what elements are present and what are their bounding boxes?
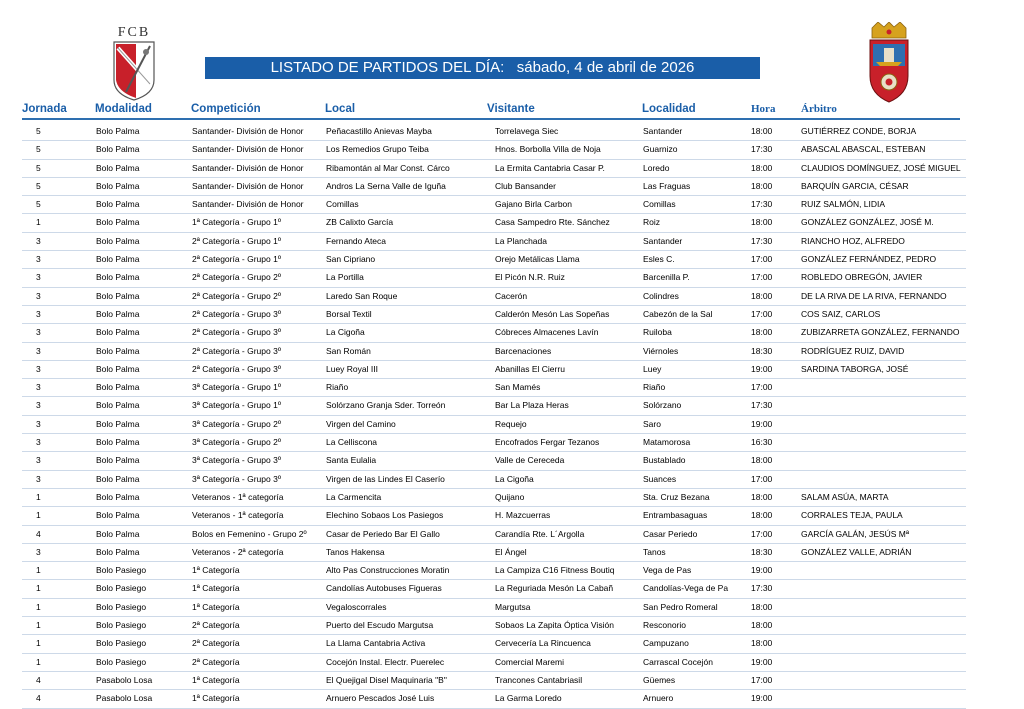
cell-visitante: Quijano bbox=[495, 491, 525, 502]
cell-modalidad: Bolo Palma bbox=[96, 528, 140, 539]
table-row bbox=[22, 324, 966, 342]
cell-competicion: Santander- División de Honor bbox=[192, 199, 304, 210]
cell-hora: 17:00 bbox=[751, 272, 773, 283]
cell-localidad: Tanos bbox=[643, 546, 666, 557]
cell-modalidad: Bolo Palma bbox=[96, 308, 140, 319]
cell-hora: 19:00 bbox=[751, 363, 773, 374]
cell-local: La Portilla bbox=[326, 272, 364, 283]
cell-jornada: 1 bbox=[36, 491, 41, 502]
table-row bbox=[22, 690, 966, 708]
cell-visitante: Gajano Birla Carbon bbox=[495, 199, 573, 210]
table-row bbox=[22, 654, 966, 672]
cell-localidad: Carrascal Cocejón bbox=[643, 656, 713, 667]
cell-hora: 17:00 bbox=[751, 528, 773, 539]
cell-hora: 17:00 bbox=[751, 382, 773, 393]
table-row bbox=[22, 361, 966, 379]
cell-competicion: 2ª Categoría bbox=[192, 620, 240, 631]
cell-arbitro: DE LA RIVA DE LA RIVA, FERNANDO bbox=[801, 290, 947, 301]
cell-competicion: 3ª Categoría - Grupo 3º bbox=[192, 473, 281, 484]
cell-arbitro: COS SAIZ, CARLOS bbox=[801, 308, 881, 319]
cell-competicion: 1ª Categoría bbox=[192, 693, 240, 704]
cell-local: Andros La Serna Valle de Iguña bbox=[326, 180, 446, 191]
cell-local: Comillas bbox=[326, 199, 359, 210]
fcb-logo-text: FCB bbox=[117, 25, 151, 40]
table-row bbox=[22, 562, 966, 580]
cell-modalidad: Bolo Palma bbox=[96, 290, 140, 301]
cell-local: San Cipriano bbox=[326, 254, 376, 265]
cell-jornada: 1 bbox=[36, 510, 41, 521]
col-header-local: Local bbox=[325, 103, 356, 115]
cell-local: Virgen del Camino bbox=[326, 418, 396, 429]
cell-hora: 17:00 bbox=[751, 674, 773, 685]
cell-jornada: 1 bbox=[36, 583, 41, 594]
cell-competicion: 2ª Categoría - Grupo 3º bbox=[192, 327, 281, 338]
cell-hora: 19:00 bbox=[751, 656, 773, 667]
table-row bbox=[22, 343, 966, 361]
cell-modalidad: Bolo Palma bbox=[96, 473, 140, 484]
cell-localidad: Güemes bbox=[643, 674, 676, 685]
table-row bbox=[22, 178, 966, 196]
cell-competicion: 1ª Categoría bbox=[192, 565, 240, 576]
table-row bbox=[22, 617, 966, 635]
cell-competicion: 1ª Categoría - Grupo 1º bbox=[192, 217, 281, 228]
table-row bbox=[22, 544, 966, 562]
cell-hora: 18:00 bbox=[751, 327, 773, 338]
table-row bbox=[22, 672, 966, 690]
cell-local: Alto Pas Construcciones Moratin bbox=[326, 565, 450, 576]
cell-modalidad: Bolo Palma bbox=[96, 382, 140, 393]
col-header-competicion: Competición bbox=[191, 103, 261, 115]
cell-arbitro: SARDINA TABORGA, JOSÉ bbox=[801, 363, 909, 374]
cell-modalidad: Bolo Palma bbox=[96, 400, 140, 411]
cell-competicion: 2ª Categoría - Grupo 1º bbox=[192, 235, 281, 246]
cell-competicion: 3ª Categoría - Grupo 1º bbox=[192, 400, 281, 411]
cell-localidad: Viérnoles bbox=[643, 345, 679, 356]
cell-jornada: 1 bbox=[36, 601, 41, 612]
cell-hora: 17:30 bbox=[751, 144, 773, 155]
cell-localidad: Loredo bbox=[643, 162, 670, 173]
cell-local: ZB Calixto García bbox=[326, 217, 394, 228]
cell-hora: 18:00 bbox=[751, 162, 773, 173]
cell-local: El Quejigal Disel Maquinaria "B" bbox=[326, 674, 447, 685]
cell-localidad: Santander bbox=[643, 126, 683, 136]
cell-hora: 19:00 bbox=[751, 418, 773, 429]
cell-modalidad: Bolo Palma bbox=[96, 437, 140, 448]
cell-local: La Llama Cantabria Activa bbox=[326, 638, 426, 649]
table-row bbox=[22, 160, 966, 178]
cell-local: Borsal Textil bbox=[326, 308, 372, 319]
cell-modalidad: Bolo Palma bbox=[96, 272, 140, 283]
cell-arbitro: RODRÍGUEZ RUIZ, DAVID bbox=[801, 345, 905, 356]
cell-competicion: Santander- División de Honor bbox=[192, 162, 304, 173]
cell-local: Ribamontán al Mar Const. Cárco bbox=[326, 162, 450, 173]
table-row bbox=[22, 452, 966, 470]
cell-modalidad: Bolo Pasiego bbox=[96, 565, 147, 576]
cell-localidad: Comillas bbox=[643, 199, 676, 210]
cell-local: Riaño bbox=[326, 382, 349, 393]
cell-localidad: Esles C. bbox=[643, 254, 675, 265]
cell-arbitro: GUTIÉRREZ CONDE, BORJA bbox=[801, 126, 917, 136]
cell-modalidad: Bolo Pasiego bbox=[96, 620, 147, 631]
cell-visitante: El Picón N.R. Ruiz bbox=[495, 272, 565, 283]
cell-visitante: San Mamés bbox=[495, 382, 541, 393]
cell-hora: 17:30 bbox=[751, 199, 773, 210]
col-header-visitante: Visitante bbox=[487, 103, 535, 115]
cell-modalidad: Bolo Palma bbox=[96, 144, 140, 155]
page-title: LISTADO DE PARTIDOS DEL DÍA: sábado, 4 de abril de 2026 bbox=[205, 57, 760, 79]
cell-visitante: Cóbreces Almacenes Lavín bbox=[495, 327, 599, 338]
cell-arbitro: CLAUDIOS DOMÍNGUEZ, JOSÉ MIGUEL bbox=[801, 162, 961, 173]
cell-jornada: 3 bbox=[36, 437, 41, 448]
cell-jornada: 3 bbox=[36, 308, 41, 319]
cell-jornada: 3 bbox=[36, 546, 41, 557]
cell-local: Santa Eulalia bbox=[326, 455, 377, 466]
cell-localidad: Campuzano bbox=[643, 638, 689, 649]
cell-localidad: Riaño bbox=[643, 382, 666, 393]
cell-localidad: Solórzano bbox=[643, 400, 682, 411]
cell-arbitro: ABASCAL ABASCAL, ESTEBAN bbox=[801, 144, 926, 155]
cell-modalidad: Bolo Palma bbox=[96, 162, 140, 173]
cell-jornada: 3 bbox=[36, 363, 41, 374]
cell-arbitro: BARQUÍN GARCIA, CÉSAR bbox=[801, 180, 909, 191]
cell-jornada: 3 bbox=[36, 418, 41, 429]
cell-arbitro: RIANCHO HOZ, ALFREDO bbox=[801, 235, 905, 246]
cell-local: Laredo San Roque bbox=[326, 290, 398, 301]
cell-localidad: San Pedro Romeral bbox=[643, 601, 718, 612]
cell-competicion: 3ª Categoría - Grupo 2º bbox=[192, 418, 281, 429]
cell-visitante: La Garma Loredo bbox=[495, 693, 562, 704]
table-row bbox=[22, 288, 966, 306]
cell-jornada: 5 bbox=[36, 126, 41, 136]
cell-localidad: Guarnizo bbox=[643, 144, 678, 155]
cell-jornada: 5 bbox=[36, 162, 41, 173]
cell-visitante: Barcenaciones bbox=[495, 345, 552, 356]
cell-hora: 18:30 bbox=[751, 546, 773, 557]
cell-competicion: 3ª Categoría - Grupo 3º bbox=[192, 455, 281, 466]
cell-modalidad: Bolo Palma bbox=[96, 199, 140, 210]
cell-jornada: 4 bbox=[36, 693, 41, 704]
cell-modalidad: Bolo Pasiego bbox=[96, 583, 147, 594]
cell-local: La Celliscona bbox=[326, 437, 378, 448]
cell-jornada: 3 bbox=[36, 235, 41, 246]
cell-arbitro: GONZÁLEZ FERNÁNDEZ, PEDRO bbox=[801, 254, 937, 265]
matches-table bbox=[0, 123, 1024, 709]
fcb-logo bbox=[106, 22, 162, 102]
cell-hora: 17:00 bbox=[751, 473, 773, 484]
cell-local: Puerto del Escudo Margutsa bbox=[326, 620, 434, 631]
cell-arbitro: SALAM ASÚA, MARTA bbox=[801, 491, 889, 502]
cell-hora: 18:00 bbox=[751, 620, 773, 631]
cell-jornada: 1 bbox=[36, 217, 41, 228]
cell-visitante: Abanillas El Cierru bbox=[495, 363, 565, 374]
cell-competicion: Santander- División de Honor bbox=[192, 126, 304, 136]
cell-jornada: 1 bbox=[36, 638, 41, 649]
cell-arbitro: CORRALES TEJA, PAULA bbox=[801, 510, 903, 521]
cell-local: San Román bbox=[326, 345, 371, 356]
table-row bbox=[22, 214, 966, 232]
cell-localidad: Bustablado bbox=[643, 455, 686, 466]
table-row bbox=[22, 471, 966, 489]
cell-localidad: Entrambasaguas bbox=[643, 510, 708, 521]
cell-visitante: Hnos. Borbolla Villa de Noja bbox=[495, 144, 601, 155]
cell-jornada: 5 bbox=[36, 144, 41, 155]
cell-modalidad: Bolo Pasiego bbox=[96, 601, 147, 612]
cell-hora: 17:00 bbox=[751, 308, 773, 319]
col-header-arbitro: Árbitro bbox=[801, 103, 837, 115]
cell-arbitro: ROBLEDO OBREGÓN, JAVIER bbox=[801, 272, 923, 283]
col-header-localidad: Localidad bbox=[642, 103, 696, 115]
cell-arbitro: ZUBIZARRETA GONZÁLEZ, FERNANDO bbox=[801, 327, 960, 338]
cell-visitante: H. Mazcuerras bbox=[495, 510, 551, 521]
cell-jornada: 3 bbox=[36, 327, 41, 338]
cell-local: Peñacastillo Anievas Mayba bbox=[326, 126, 432, 136]
cell-hora: 18:00 bbox=[751, 510, 773, 521]
cell-visitante: Carandía Rte. L´Argolla bbox=[495, 528, 585, 539]
cell-competicion: Veteranos - 1ª categoría bbox=[192, 510, 284, 521]
table-row bbox=[22, 434, 966, 452]
cell-competicion: 1ª Categoría bbox=[192, 601, 240, 612]
cell-localidad: Las Fraguas bbox=[643, 180, 691, 191]
cell-jornada: 3 bbox=[36, 272, 41, 283]
cell-localidad: Ruiloba bbox=[643, 327, 672, 338]
table-row bbox=[22, 141, 966, 159]
cell-jornada: 3 bbox=[36, 254, 41, 265]
cell-arbitro: GARCÍA GALÁN, JESÚS Mª bbox=[801, 528, 910, 539]
cell-modalidad: Bolo Palma bbox=[96, 235, 140, 246]
cell-modalidad: Bolo Palma bbox=[96, 327, 140, 338]
table-row bbox=[22, 599, 966, 617]
table-row bbox=[22, 269, 966, 287]
cell-local: Solórzano Granja Sder. Torreón bbox=[326, 400, 446, 411]
cell-jornada: 3 bbox=[36, 473, 41, 484]
cell-hora: 18:00 bbox=[751, 290, 773, 301]
cell-localidad: Arnuero bbox=[643, 693, 674, 704]
table-row bbox=[22, 306, 966, 324]
col-header-jornada: Jornada bbox=[22, 103, 67, 115]
cell-jornada: 3 bbox=[36, 345, 41, 356]
cell-visitante: Valle de Cereceda bbox=[495, 455, 565, 466]
cell-visitante: Requejo bbox=[495, 418, 527, 429]
cell-jornada: 5 bbox=[36, 199, 41, 210]
cell-hora: 17:00 bbox=[751, 254, 773, 265]
cell-modalidad: Bolo Pasiego bbox=[96, 656, 147, 667]
cell-local: Virgen de las Lindes El Caserío bbox=[326, 473, 445, 484]
cell-competicion: 2ª Categoría - Grupo 1º bbox=[192, 254, 281, 265]
header-divider bbox=[22, 118, 960, 120]
cell-localidad: Resconorio bbox=[643, 620, 686, 631]
cell-hora: 18:00 bbox=[751, 491, 773, 502]
cell-visitante: Orejo Metálicas Llama bbox=[495, 254, 580, 265]
cell-visitante: La Cigoña bbox=[495, 473, 534, 484]
cell-competicion: 2ª Categoría - Grupo 2º bbox=[192, 272, 281, 283]
cell-visitante: Bar La Plaza Heras bbox=[495, 400, 569, 411]
cell-jornada: 1 bbox=[36, 656, 41, 667]
cell-jornada: 3 bbox=[36, 290, 41, 301]
cell-competicion: Bolos en Femenino - Grupo 2º bbox=[192, 528, 307, 539]
cell-competicion: Veteranos - 1ª categoría bbox=[192, 491, 284, 502]
cell-hora: 16:30 bbox=[751, 437, 773, 448]
cell-localidad: Suances bbox=[643, 473, 677, 484]
cell-jornada: 3 bbox=[36, 400, 41, 411]
col-header-hora: Hora bbox=[751, 103, 776, 115]
cell-jornada: 4 bbox=[36, 528, 41, 539]
cell-modalidad: Bolo Palma bbox=[96, 546, 140, 557]
table-row bbox=[22, 123, 966, 141]
cell-localidad: Casar Periedo bbox=[643, 528, 698, 539]
table-row bbox=[22, 507, 966, 525]
cell-hora: 18:00 bbox=[751, 217, 773, 228]
table-row bbox=[22, 635, 966, 653]
cell-visitante: El Ángel bbox=[495, 546, 527, 557]
cell-visitante: Trancones Cantabriasil bbox=[495, 674, 583, 685]
cell-local: Elechino Sobaos Los Pasiegos bbox=[326, 510, 444, 521]
cell-visitante: La Reguriada Mesón La Cabañ bbox=[495, 583, 614, 594]
cell-localidad: Roiz bbox=[643, 217, 661, 228]
cell-visitante: Cervecería La Rincuenca bbox=[495, 638, 591, 649]
table-row bbox=[22, 526, 966, 544]
cell-visitante: Margutsa bbox=[495, 601, 531, 612]
cell-localidad: Candolías-Vega de Pa bbox=[643, 583, 729, 594]
cell-visitante: Comercial Maremi bbox=[495, 656, 564, 667]
cell-local: Tanos Hakensa bbox=[326, 546, 385, 557]
cell-local: La Carmencita bbox=[326, 491, 382, 502]
cell-jornada: 3 bbox=[36, 455, 41, 466]
cell-competicion: 2ª Categoría - Grupo 3º bbox=[192, 345, 281, 356]
cell-localidad: Sta. Cruz Bezana bbox=[643, 491, 710, 502]
cell-modalidad: Bolo Palma bbox=[96, 418, 140, 429]
cell-modalidad: Pasabolo Losa bbox=[96, 693, 153, 704]
cell-localidad: Saro bbox=[643, 418, 661, 429]
cell-competicion: 1ª Categoría bbox=[192, 674, 240, 685]
cell-localidad: Cabezón de la Sal bbox=[643, 308, 713, 319]
cell-hora: 18:00 bbox=[751, 638, 773, 649]
table-row bbox=[22, 251, 966, 269]
coat-of-arms-logo bbox=[864, 22, 914, 104]
cell-modalidad: Bolo Palma bbox=[96, 491, 140, 502]
cell-local: La Cigoña bbox=[326, 327, 365, 338]
cell-local: Arnuero Pescados José Luis bbox=[326, 693, 435, 704]
cell-visitante: Club Bansander bbox=[495, 180, 556, 191]
cell-arbitro: GONZÁLEZ VALLE, ADRIÁN bbox=[801, 546, 912, 557]
cell-hora: 18:00 bbox=[751, 455, 773, 466]
cell-competicion: 3ª Categoría - Grupo 1º bbox=[192, 382, 281, 393]
cell-arbitro: RUIZ SALMÓN, LIDIA bbox=[801, 199, 886, 210]
cell-localidad: Santander bbox=[643, 235, 683, 246]
cell-localidad: Barcenilla P. bbox=[643, 272, 690, 283]
cell-arbitro: GONZÁLEZ GONZÁLEZ, JOSÉ M. bbox=[801, 217, 934, 228]
cell-competicion: 3ª Categoría - Grupo 2º bbox=[192, 437, 281, 448]
cell-jornada: 3 bbox=[36, 382, 41, 393]
cell-visitante: Calderón Mesón Las Sopeñas bbox=[495, 308, 610, 319]
cell-competicion: 2ª Categoría bbox=[192, 656, 240, 667]
cell-competicion: Santander- División de Honor bbox=[192, 180, 304, 191]
cell-modalidad: Bolo Palma bbox=[96, 217, 140, 228]
cell-modalidad: Pasabolo Losa bbox=[96, 674, 153, 685]
cell-visitante: La Campiza C16 Fitness Boutiq bbox=[495, 565, 615, 576]
table-row bbox=[22, 397, 966, 415]
cell-visitante: La Planchada bbox=[495, 235, 547, 246]
cell-competicion: 1ª Categoría bbox=[192, 583, 240, 594]
cell-modalidad: Bolo Palma bbox=[96, 126, 140, 136]
cell-hora: 19:00 bbox=[751, 565, 773, 576]
cell-localidad: Matamorosa bbox=[643, 437, 691, 448]
cell-jornada: 4 bbox=[36, 674, 41, 685]
cell-hora: 17:30 bbox=[751, 235, 773, 246]
cell-modalidad: Bolo Palma bbox=[96, 455, 140, 466]
cell-competicion: 2ª Categoría - Grupo 3º bbox=[192, 308, 281, 319]
cell-visitante: Torrelavega Siec bbox=[495, 126, 559, 136]
cell-hora: 19:00 bbox=[751, 693, 773, 704]
cell-modalidad: Bolo Palma bbox=[96, 510, 140, 521]
cell-visitante: Casa Sampedro Rte. Sánchez bbox=[495, 217, 610, 228]
cell-localidad: Colindres bbox=[643, 290, 679, 301]
cell-local: Casar de Periedo Bar El Gallo bbox=[326, 528, 440, 539]
cell-jornada: 5 bbox=[36, 180, 41, 191]
cell-local: Fernando Ateca bbox=[326, 235, 387, 246]
cell-modalidad: Bolo Pasiego bbox=[96, 638, 147, 649]
cell-hora: 18:00 bbox=[751, 180, 773, 191]
cell-visitante: Encofrados Fergar Tezanos bbox=[495, 437, 600, 448]
cell-jornada: 1 bbox=[36, 620, 41, 631]
cell-modalidad: Bolo Palma bbox=[96, 363, 140, 374]
table-row bbox=[22, 379, 966, 397]
cell-local: Cocejón Instal. Electr. Puerelec bbox=[326, 656, 445, 667]
cell-hora: 18:00 bbox=[751, 601, 773, 612]
cell-competicion: 2ª Categoría - Grupo 2º bbox=[192, 290, 281, 301]
cell-modalidad: Bolo Palma bbox=[96, 180, 140, 191]
cell-competicion: 2ª Categoría - Grupo 3º bbox=[192, 363, 281, 374]
cell-competicion: 2ª Categoría bbox=[192, 638, 240, 649]
cell-jornada: 1 bbox=[36, 565, 41, 576]
cell-local: Candolías Autobuses Figueras bbox=[326, 583, 442, 594]
cell-visitante: Cacerón bbox=[495, 290, 528, 301]
cell-competicion: Veteranos - 2ª categoría bbox=[192, 546, 284, 557]
cell-visitante: Sobaos La Zapita Óptica Visión bbox=[495, 620, 614, 631]
cell-localidad: Luey bbox=[643, 363, 662, 374]
cell-competicion: Santander- División de Honor bbox=[192, 144, 304, 155]
cell-visitante: La Ermita Cantabria Casar P. bbox=[495, 162, 605, 173]
cell-local: Luey Royal III bbox=[326, 363, 378, 374]
cell-localidad: Vega de Pas bbox=[643, 565, 692, 576]
cell-hora: 18:00 bbox=[751, 126, 773, 136]
table-row bbox=[22, 416, 966, 434]
cell-hora: 18:30 bbox=[751, 345, 773, 356]
cell-modalidad: Bolo Palma bbox=[96, 345, 140, 356]
table-row bbox=[22, 196, 966, 214]
table-row bbox=[22, 580, 966, 598]
cell-local: Los Remedios Grupo Teiba bbox=[326, 144, 429, 155]
cell-local: Vegaloscorrales bbox=[326, 601, 387, 612]
table-row bbox=[22, 489, 966, 507]
cell-modalidad: Bolo Palma bbox=[96, 254, 140, 265]
cell-hora: 17:30 bbox=[751, 583, 773, 594]
col-header-modalidad: Modalidad bbox=[95, 103, 152, 115]
cell-hora: 17:30 bbox=[751, 400, 773, 411]
table-row bbox=[22, 233, 966, 251]
